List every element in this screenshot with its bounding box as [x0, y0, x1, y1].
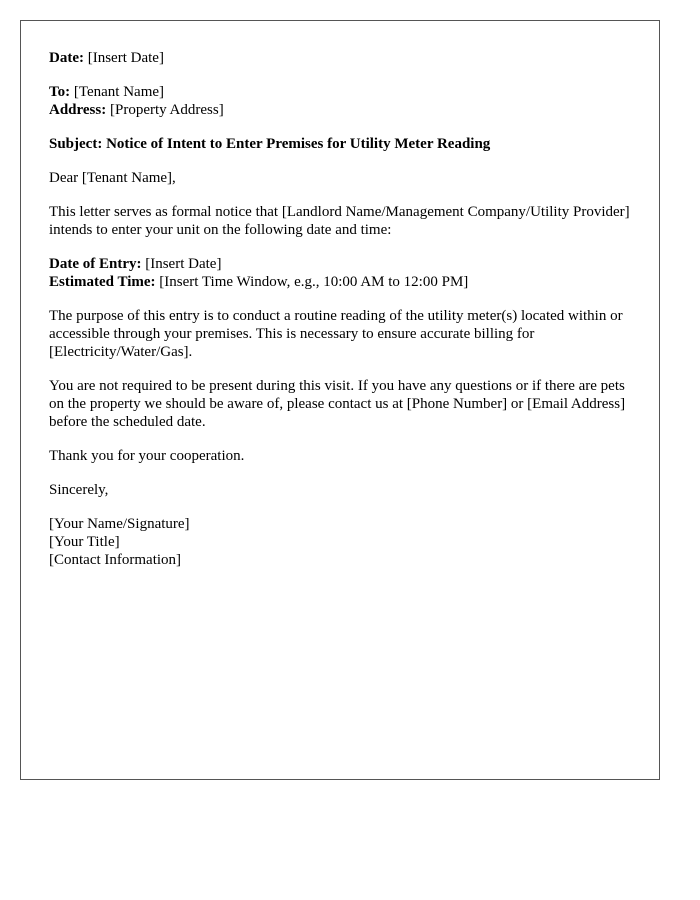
date-line	[49, 49, 631, 67]
signature-name: [Your Name/Signature]	[49, 516, 190, 532]
entry-details	[49, 255, 631, 291]
subject-text: Subject: Notice of Intent to Enter Premises for Utility Meter Reading	[49, 136, 491, 152]
thanks-line: Thank you for your cooperation.	[49, 448, 245, 464]
salutation: Dear [Tenant Name],	[49, 170, 176, 186]
estimated-time-label: Estimated Time:	[49, 274, 156, 290]
to-value: [Tenant Name]	[73, 84, 165, 100]
date-label: Date:	[49, 50, 84, 66]
closing-line: Sincerely,	[49, 482, 109, 498]
subject-line	[49, 135, 631, 153]
estimated-time-line	[49, 273, 631, 291]
recipient-block	[49, 83, 631, 119]
purpose-paragraph: The purpose of this entry is to conduct a routine reading of the utility meter(s) located within or accessible through your premises. This is necessary to ensure accurate billing for [Electricity/Water/Gas].	[49, 308, 623, 360]
to-label: To:	[49, 84, 71, 100]
letter-page	[20, 20, 660, 780]
to-line	[49, 83, 631, 101]
signature-title: [Your Title]	[49, 534, 120, 550]
signature-contact: [Contact Information]	[49, 552, 182, 568]
contact-paragraph: You are not required to be present during this visit. If you have any questions or if there are pets on the property we should be aware of, please contact us at [Phone Number] or [Email Address] before the scheduled date.	[49, 378, 626, 430]
estimated-time-value: [Insert Time Window, e.g., 10:00 AM to 12:00 PM]	[159, 274, 469, 290]
entry-date-label: Date of Entry:	[49, 256, 142, 272]
entry-date-value: [Insert Date]	[145, 256, 222, 272]
intro-paragraph: This letter serves as formal notice that [Landlord Name/Management Company/Utility Provider] intends to enter your unit on the following date and time:	[49, 204, 630, 238]
date-value: [Insert Date]	[87, 50, 164, 66]
address-label: Address:	[49, 102, 107, 118]
entry-date-line	[49, 255, 631, 273]
address-value: [Property Address]	[109, 102, 224, 118]
signature-block	[49, 515, 631, 569]
address-line	[49, 101, 631, 119]
